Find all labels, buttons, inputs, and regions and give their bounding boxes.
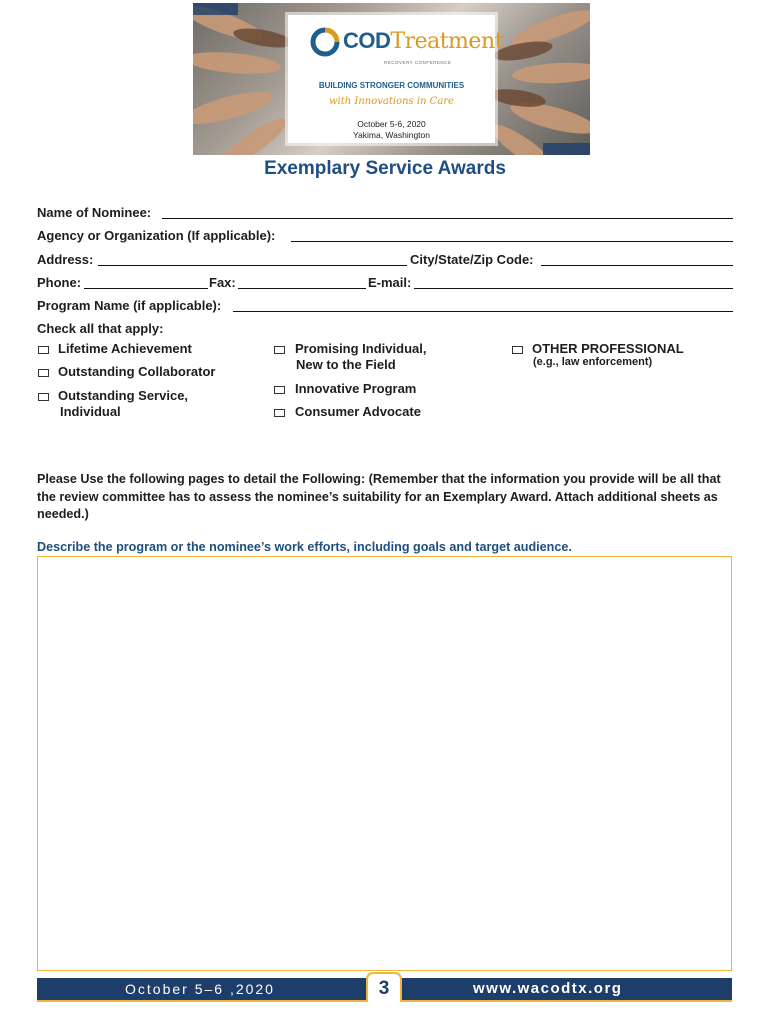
- instructions-text: Please Use the following pages to detail the Following: (Remember that the information you provide will be all that the review committee has to assess the nominee’s suitability for an Exemplary Award. Attach additional sheets as needed.): [37, 472, 721, 521]
- footer-date: October 5–6 ,2020: [125, 981, 275, 997]
- banner-script-line: with Innovations in Care: [329, 96, 454, 107]
- banner-location: Yakima, Washington: [352, 130, 430, 140]
- program-name-label: Program Name (if applicable):: [37, 298, 222, 313]
- footer-url: www.wacodtx.org: [473, 980, 623, 997]
- consumer-advocate-checkbox[interactable]: [274, 409, 285, 417]
- address-field[interactable]: [98, 265, 407, 266]
- description-answer-box[interactable]: [37, 556, 732, 971]
- promising-individual-checkbox[interactable]: [274, 346, 285, 354]
- promising-individual-label-2: New to the Field: [296, 357, 396, 372]
- agency-field[interactable]: [291, 241, 733, 242]
- check-all-label: Check all that apply:: [37, 321, 164, 336]
- other-professional-label: OTHER PROFESSIONAL: [532, 341, 684, 356]
- outstanding-collaborator-checkbox[interactable]: [38, 369, 49, 377]
- describe-prompt: Describe the program or the nominee’s work efforts, including goals and target audience.: [37, 540, 572, 554]
- banner-date: October 5-6, 2020: [357, 119, 426, 129]
- outstanding-service-label-2: Individual: [60, 404, 121, 419]
- outstanding-service-label-1: Outstanding Service,: [58, 388, 189, 403]
- innovative-program-checkbox[interactable]: [274, 386, 285, 394]
- phone-label: Phone:: [37, 275, 82, 290]
- innovative-program-label: Innovative Program: [295, 381, 417, 396]
- banner-tagline: BUILDING STRONGER COMMUNITIES: [318, 81, 465, 90]
- logo-swirl-icon: [310, 27, 340, 57]
- other-professional-note: (e.g., law enforcement): [533, 356, 653, 368]
- phone-field[interactable]: [84, 288, 208, 289]
- logo-wordmark: CODTreatment: [343, 28, 503, 54]
- consumer-advocate-label: Consumer Advocate: [295, 404, 421, 419]
- cod-treatment-logo: [288, 27, 503, 65]
- fax-field[interactable]: [238, 288, 366, 289]
- program-name-field[interactable]: [233, 311, 733, 312]
- other-professional-checkbox[interactable]: [512, 346, 523, 354]
- nominee-field[interactable]: [162, 218, 733, 219]
- address-label: Address:: [37, 252, 94, 267]
- page-number-badge: [366, 972, 402, 1002]
- promising-individual-label-1: Promising Individual,: [295, 341, 427, 356]
- agency-label: Agency or Organization (If applicable):: [37, 228, 276, 243]
- email-label: E-mail:: [368, 275, 412, 290]
- city-state-zip-label: City/State/Zip Code:: [410, 252, 534, 267]
- nominee-label: Name of Nominee:: [37, 205, 152, 220]
- outstanding-service-checkbox[interactable]: [38, 393, 49, 401]
- fax-label: Fax:: [209, 275, 236, 290]
- page-title: Exemplary Service Awards: [264, 158, 506, 179]
- email-field[interactable]: [414, 288, 733, 289]
- logo-subtitle: RECOVERY CONFERENCE: [384, 60, 452, 65]
- lifetime-achievement-label: Lifetime Achievement: [58, 341, 192, 356]
- outstanding-collaborator-label: Outstanding Collaborator: [58, 364, 216, 379]
- banner-card: [288, 15, 503, 143]
- city-state-zip-field[interactable]: [541, 265, 733, 266]
- lifetime-achievement-checkbox[interactable]: [38, 346, 49, 354]
- page-number: 3: [378, 978, 390, 999]
- conference-banner: [193, 3, 590, 155]
